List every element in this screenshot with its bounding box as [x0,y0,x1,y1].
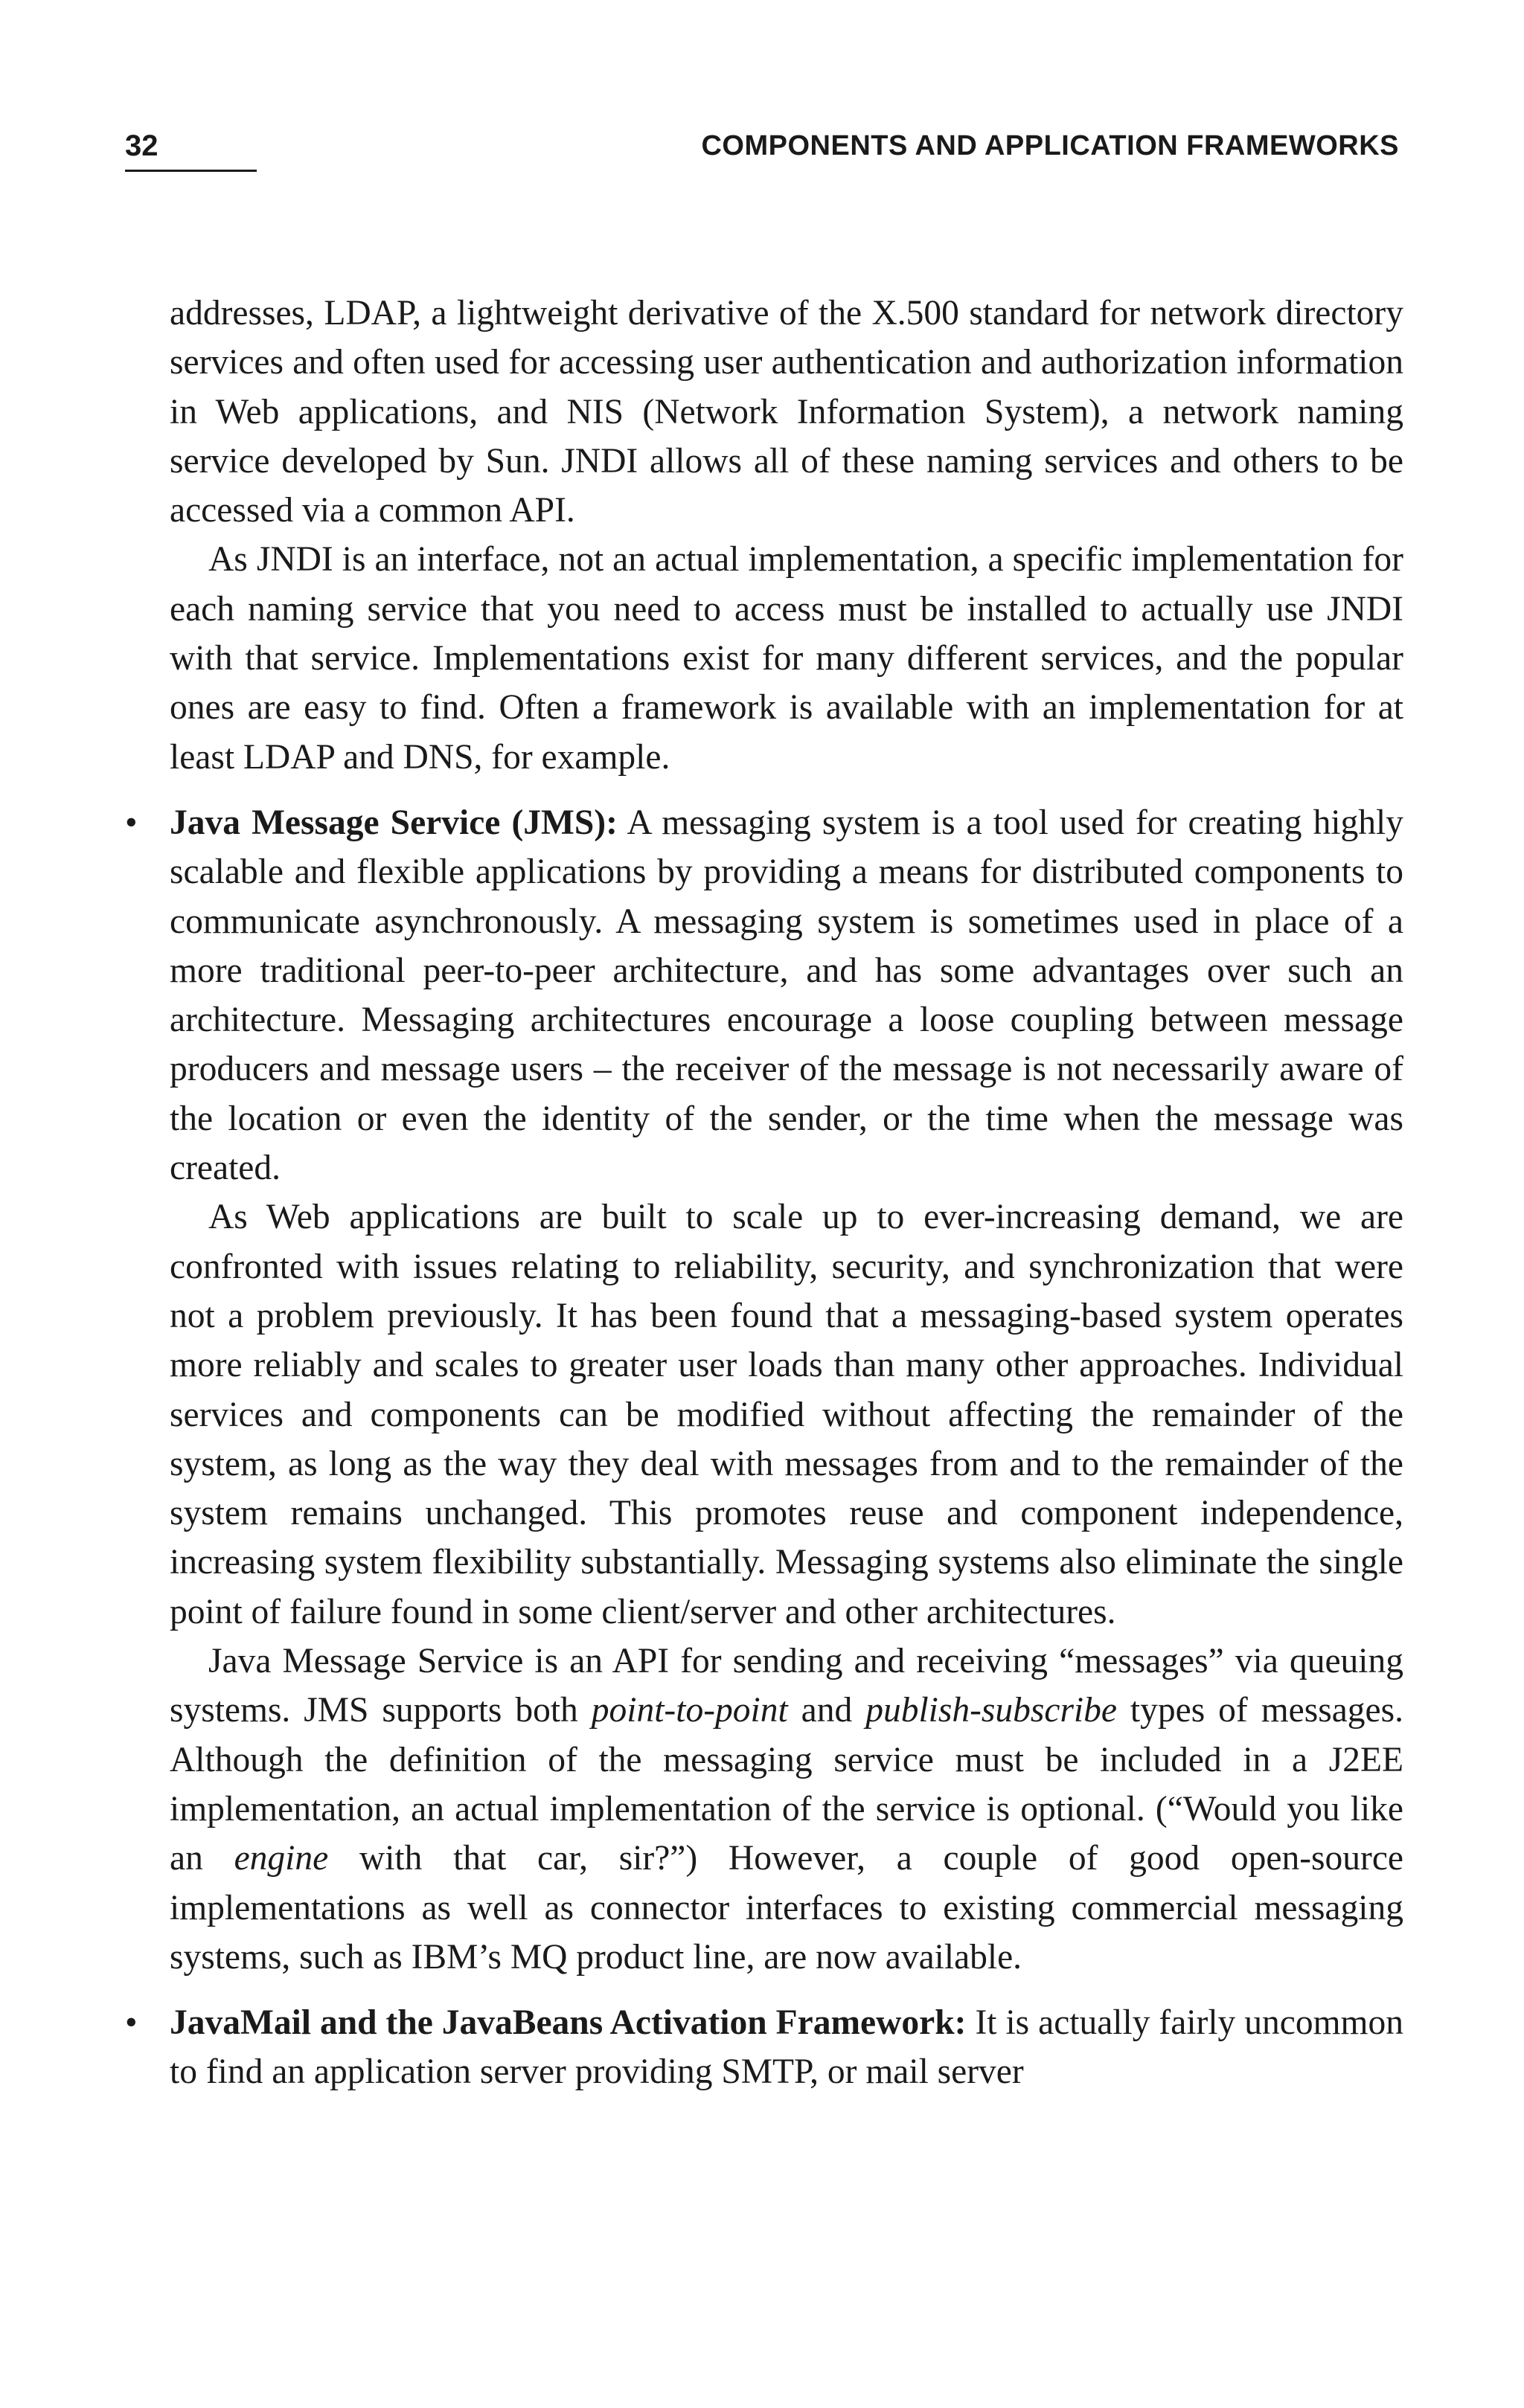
emphasis-publish-subscribe: publish-subscribe [865,1691,1117,1730]
paragraph-javamail [170,1998,1403,2097]
bullet-heading-jms: Java Message Service (JMS): [170,803,618,842]
jms-api-text-b: and [787,1691,866,1730]
emphasis-point-to-point: point-to-point [591,1691,788,1730]
jms-api-text-c: types of messages. Although the definition of the messaging service must be included in a J2EE implementation, an actual implementation of the service is optional. (“Would you like an [170,1691,1403,1878]
jms-intro-text: A messaging system is a tool used for creating highly scalable and flexible applications by providing a means for distributed components to communicate asynchronously. A messaging system is sometimes used in place of a more traditional peer-to-peer architecture, and has some advantages over such an architecture. Messaging architectures encourage a loose coupling between message producers and message users – the receiver of the message is not necessarily aware of the location or even the identity of the sender, or the time when the message was created. [170,803,1403,1188]
paragraph-jms-api [170,1637,1403,1982]
bullet-icon: • [125,2003,138,2043]
paragraph-jndi-interface: As JNDI is an interface, not an actual implementation, a specific implementation for each naming service that you need to access must be installed to actually use JNDI with that service. Implementations exist for many different services, and the popular ones are easy to find. Often a framework is available with an implementation for at least LDAP and DNS, for example. [170,540,1403,777]
running-head [125,128,1399,173]
bullet-heading-javamail: JavaMail and the JavaBeans Activation Framework: [170,2003,967,2043]
page-number-rule [125,170,257,172]
javamail-intro-text: It is actually fairly uncommon to find an application server providing SMTP, or mail server [170,2003,1403,2092]
bullet-item-javamail [125,1998,1403,2097]
bullet-icon: • [125,803,138,842]
page-number: 32 [125,129,159,162]
body-text [125,289,1403,2097]
chapter-title: COMPONENTS AND APPLICATION FRAMEWORKS [701,130,1399,161]
paragraph-jms-intro [170,798,1403,1192]
jms-api-text-d: with that car, sir?”) However, a couple of good open-source implementations as well as connector interfaces to existing commercial messaging systems, such as IBM’s MQ product line, are now available. [170,1839,1403,1977]
emphasis-engine: engine [234,1839,329,1878]
bullet-item-jms [125,798,1403,1982]
paragraph-naming-services: addresses, LDAP, a lightweight derivative of the X.500 standard for network directory services and often used for accessing user authentication and authorization information in Web applications, and NIS (Network Information System), a network naming service developed by Sun. JNDI allows all of these naming services and others to be accessed via a common API. [170,294,1403,530]
paragraph-jms-scaling: As Web applications are built to scale up to ever-increasing demand, we are confronted with issues relating to reliability, security, and synchronization that were not a problem previously. It has been found that a messaging-based system operates more reliably and scales to greater user loads than many other approaches. Individual services and components can be modified without affecting the remainder of the system, as long as the way they deal with messages from and to the remainder of the system remains unchanged. This promotes reuse and component independence, increasing system flexibility substantially. Messaging systems also eliminate the single point of failure found in some client/server and other architectures. [170,1198,1403,1631]
jms-api-text-a: Java Message Service is an API for sending and receiving “messages” via queuing systems. JMS supports both [170,1642,1403,1730]
